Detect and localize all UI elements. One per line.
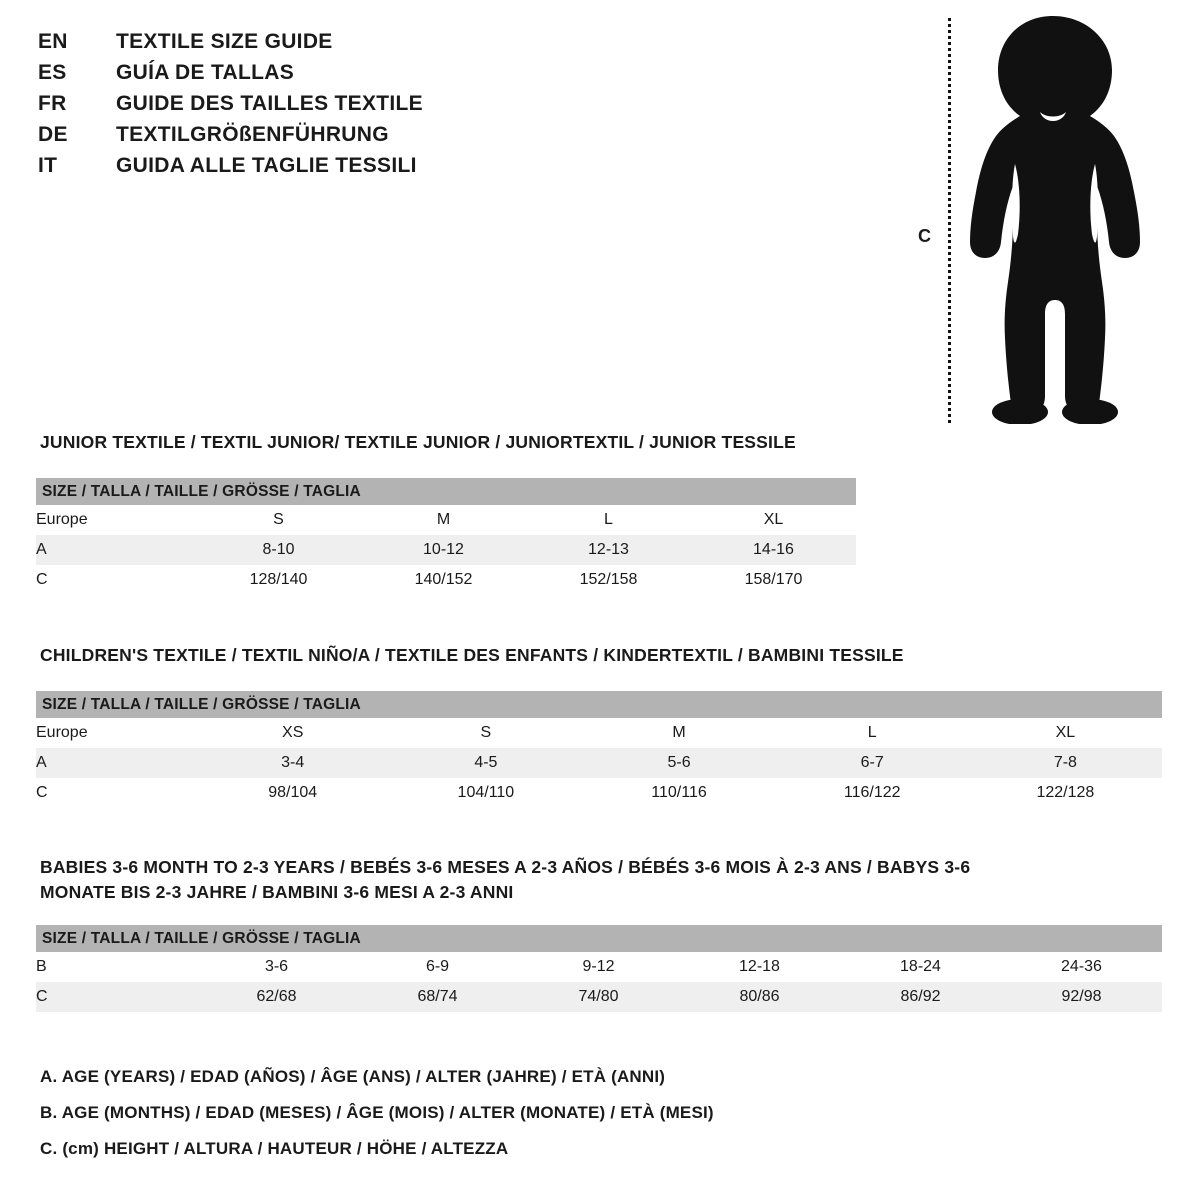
babies-row-c-label: C <box>36 982 196 1012</box>
children-row-a <box>36 748 1162 778</box>
language-title-de: TEXTILGRÖßENFÜHRUNG <box>116 123 389 146</box>
children-region-label: Europe <box>36 718 196 748</box>
junior-row-a-v2: 10-12 <box>361 535 526 565</box>
babies-size-table <box>36 925 1162 1012</box>
language-row-en <box>38 30 558 61</box>
language-title-fr: GUIDE DES TAILLES TEXTILE <box>116 92 423 115</box>
language-title-en: TEXTILE SIZE GUIDE <box>116 30 333 53</box>
babies-row-b-v6: 24-36 <box>1001 952 1162 982</box>
babies-row-b-v5: 18-24 <box>840 952 1001 982</box>
junior-band-label: SIZE / TALLA / TAILLE / GRÖSSE / TAGLIA <box>36 478 856 505</box>
language-code-en: EN <box>38 30 68 53</box>
junior-row-a-label: A <box>36 535 196 565</box>
section-title-babies: BABIES 3-6 MONTH TO 2-3 YEARS / BEBÉS 3-6 MESES A 2-3 AÑOS / BÉBÉS 3-6 MOIS À 2-3 ANS / BABYS 3-6 MONATE BIS 2-3 JAHRE / BAMBINI 3-6 MESI A 2-3 ANNI <box>40 857 971 903</box>
language-row-es <box>38 61 558 92</box>
children-size-s: S <box>389 718 582 748</box>
junior-size-l: L <box>526 505 691 535</box>
junior-row-a <box>36 535 856 565</box>
children-size-m: M <box>582 718 775 748</box>
junior-row-a-v3: 12-13 <box>526 535 691 565</box>
language-title-es: GUÍA DE TALLAS <box>116 61 295 84</box>
babies-row-c-v2: 68/74 <box>357 982 518 1012</box>
children-row-c-v3: 110/116 <box>582 778 775 808</box>
language-code-fr: FR <box>38 92 67 115</box>
children-row-a-v1: 3-4 <box>196 748 389 778</box>
junior-row-a-v1: 8-10 <box>196 535 361 565</box>
junior-row-a-v4: 14-16 <box>691 535 856 565</box>
figure-measure-label: C <box>918 226 931 246</box>
language-code-it: IT <box>38 154 58 177</box>
children-row-c-v2: 104/110 <box>389 778 582 808</box>
babies-row-b-v4: 12-18 <box>679 952 840 982</box>
children-row-a-v4: 6-7 <box>776 748 969 778</box>
section-title-junior: JUNIOR TEXTILE / TEXTIL JUNIOR/ TEXTILE JUNIOR / JUNIORTEXTIL / JUNIOR TESSILE <box>40 432 796 452</box>
babies-row-c-v3: 74/80 <box>518 982 679 1012</box>
language-code-de: DE <box>38 123 68 146</box>
junior-row-c-v1: 128/140 <box>196 565 361 595</box>
measurement-dotted-line <box>948 18 951 423</box>
junior-row-c-label: C <box>36 565 196 595</box>
children-header-row <box>36 718 1162 748</box>
babies-row-c-v5: 86/92 <box>840 982 1001 1012</box>
babies-row-b-v2: 6-9 <box>357 952 518 982</box>
junior-size-table <box>36 478 856 595</box>
junior-row-c-v2: 140/152 <box>361 565 526 595</box>
language-row-fr <box>38 92 558 123</box>
babies-row-c-v1: 62/68 <box>196 982 357 1012</box>
children-row-a-v3: 5-6 <box>582 748 775 778</box>
babies-row-b-label: B <box>36 952 196 982</box>
babies-row-c-v4: 80/86 <box>679 982 840 1012</box>
babies-row-b-v1: 3-6 <box>196 952 357 982</box>
junior-header-row <box>36 505 856 535</box>
babies-row-c-v6: 92/98 <box>1001 982 1162 1012</box>
junior-row-c-v4: 158/170 <box>691 565 856 595</box>
children-row-c <box>36 778 1162 808</box>
babies-band-header-row <box>36 925 1162 952</box>
language-title-block <box>38 30 558 185</box>
junior-size-s: S <box>196 505 361 535</box>
children-size-xs: XS <box>196 718 389 748</box>
footnote-c: C. (cm) HEIGHT / ALTURA / HAUTEUR / HÖHE / ALTEZZA <box>40 1139 509 1158</box>
babies-row-c <box>36 982 1162 1012</box>
footnote-b: B. AGE (MONTHS) / EDAD (MESES) / ÂGE (MOIS) / ALTER (MONATE) / ETÀ (MESI) <box>40 1103 714 1122</box>
children-size-l: L <box>776 718 969 748</box>
junior-size-xl: XL <box>691 505 856 535</box>
children-row-a-label: A <box>36 748 196 778</box>
children-row-c-v1: 98/104 <box>196 778 389 808</box>
footnote-block <box>40 1068 1140 1176</box>
junior-region-label: Europe <box>36 505 196 535</box>
babies-row-b-v3: 9-12 <box>518 952 679 982</box>
child-silhouette-icon <box>958 14 1148 424</box>
section-title-children: CHILDREN'S TEXTILE / TEXTIL NIÑO/A / TEXTILE DES ENFANTS / KINDERTEXTIL / BAMBINI TESSILE <box>40 645 904 665</box>
language-row-de <box>38 123 558 154</box>
junior-band-header-row <box>36 478 856 505</box>
children-band-label: SIZE / TALLA / TAILLE / GRÖSSE / TAGLIA <box>36 691 1162 718</box>
language-code-es: ES <box>38 61 67 84</box>
children-size-xl: XL <box>969 718 1162 748</box>
language-row-it <box>38 154 558 185</box>
children-row-a-v2: 4-5 <box>389 748 582 778</box>
children-row-c-label: C <box>36 778 196 808</box>
children-row-a-v5: 7-8 <box>969 748 1162 778</box>
children-row-c-v4: 116/122 <box>776 778 969 808</box>
junior-size-m: M <box>361 505 526 535</box>
language-title-it: GUIDA ALLE TAGLIE TESSILI <box>116 154 417 177</box>
footnote-a: A. AGE (YEARS) / EDAD (AÑOS) / ÂGE (ANS) / ALTER (JAHRE) / ETÀ (ANNI) <box>40 1067 666 1086</box>
height-measurement-figure <box>900 8 1160 428</box>
junior-row-c <box>36 565 856 595</box>
babies-band-label: SIZE / TALLA / TAILLE / GRÖSSE / TAGLIA <box>36 925 1162 952</box>
babies-row-b <box>36 952 1162 982</box>
junior-row-c-v3: 152/158 <box>526 565 691 595</box>
children-band-header-row <box>36 691 1162 718</box>
children-size-table <box>36 691 1162 808</box>
children-row-c-v5: 122/128 <box>969 778 1162 808</box>
